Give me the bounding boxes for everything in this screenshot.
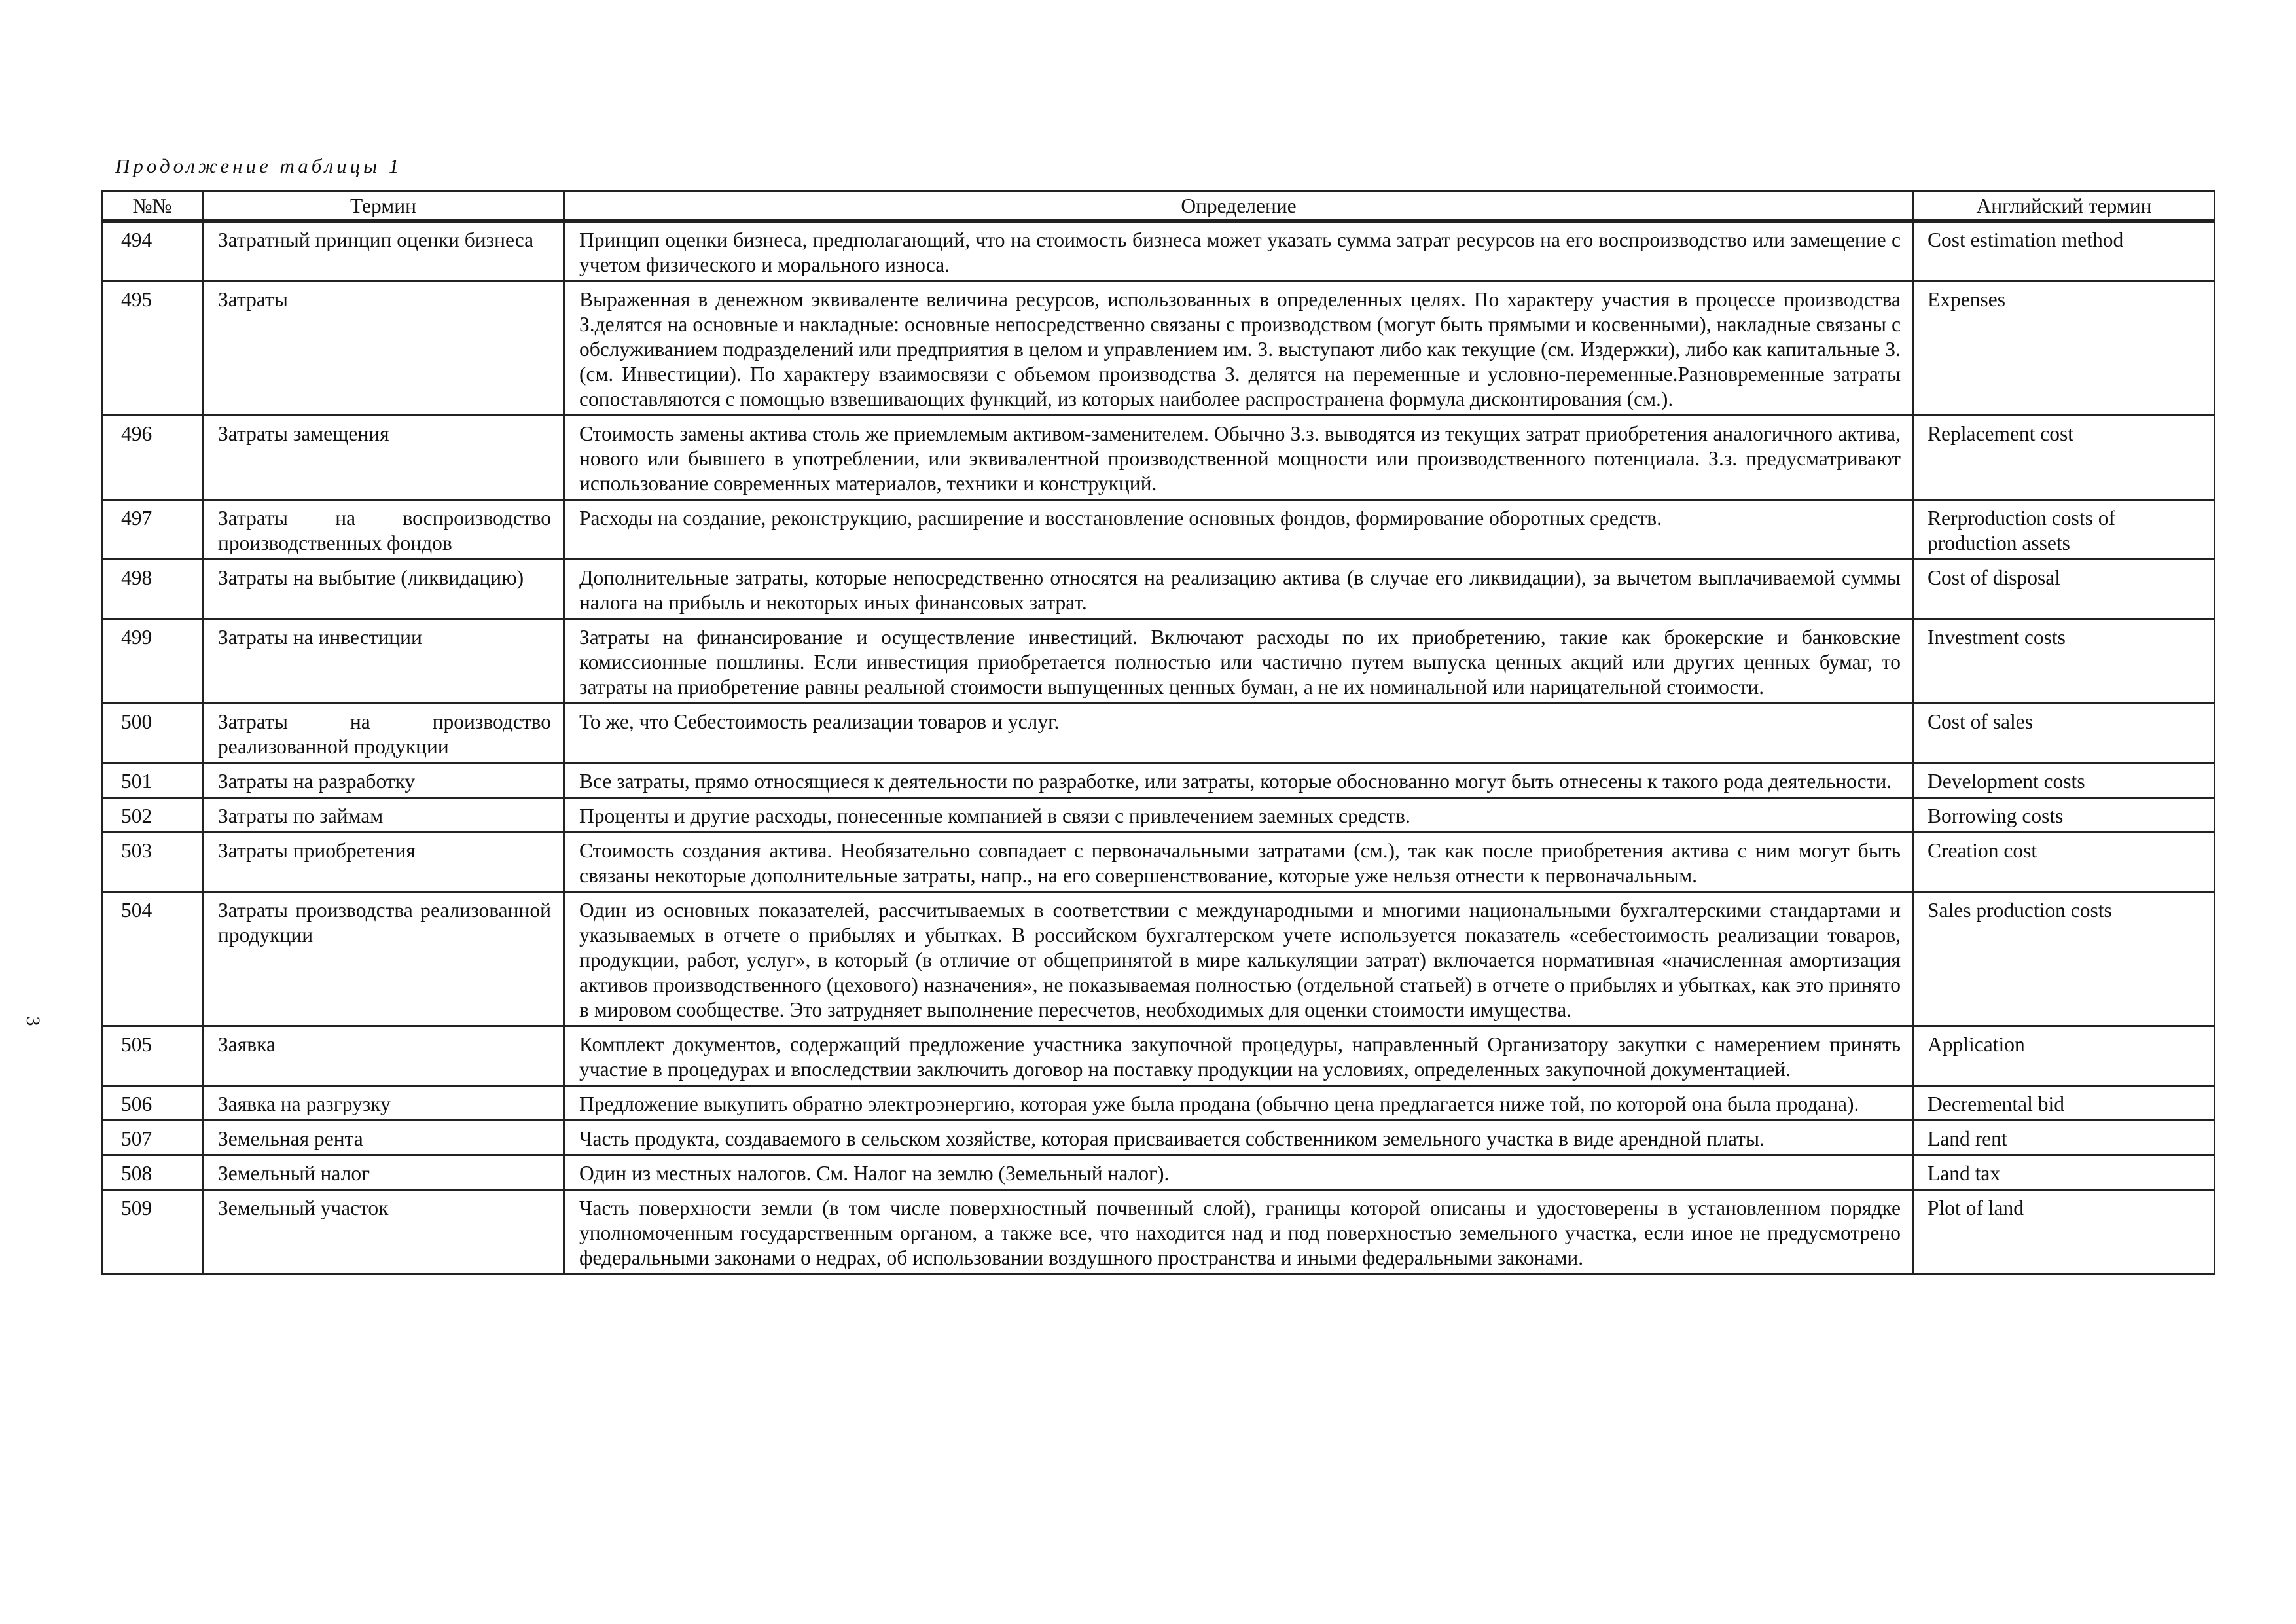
header-row [102,192,2215,221]
table-row [102,560,2215,619]
definition-cell: То же, что Себестоимость реализации товаров и услуг. [564,704,1914,763]
definition-cell: Часть поверхности земли (в том числе поверхностный почвенный слой), границы которой описаны и удостоверены в установленном порядке уполномоченным государственным органом, а также все, что находится над и под поверхностью земельного участка, если иное не предусмотрено федеральными законами о недрах, об использовании воздушного пространства и иными федеральными законами. [564,1190,1914,1274]
definition-cell: Стоимость замены актива столь же приемлемым активом-заменителем. Обычно З.з. выводятся из текущих затрат приобретения аналогичного актива, нового или бывшего в употреблении, или эквивалентной производственной мощности или производственного потенциала. З.з. предусматривают использование современных материалов, техники и конструкций. [564,416,1914,500]
table-row [102,619,2215,704]
english-term-cell: Development costs [1914,763,2215,798]
english-term-cell: Land rent [1914,1121,2215,1155]
term-cell: Затратный принцип оценки бизнеса [203,221,564,281]
header-english-term: Английский термин [1914,192,2215,221]
english-term-cell: Application [1914,1026,2215,1086]
number-cell: 494 [102,221,203,281]
table-row [102,281,2215,416]
definition-cell: Проценты и другие расходы, понесенные компанией в связи с привлечением заемных средств. [564,798,1914,833]
term-cell: Земельный налог [203,1155,564,1190]
english-term-cell: Cost estimation method [1914,221,2215,281]
term-cell: Затраты на разработку [203,763,564,798]
table-row [102,500,2215,560]
number-cell: 503 [102,833,203,892]
definition-cell: Стоимость создания актива. Необязательно совпадает с первоначальными затратами (см.), так как после приобретения актива с ним могут быть связаны некоторые дополнительные затраты, напр., на его совершенствование, которые уже нельзя отнести к первоначальным. [564,833,1914,892]
definition-cell: Часть продукта, создаваемого в сельском хозяйстве, которая присваивается собственником земельного участка в виде арендной платы. [564,1121,1914,1155]
english-term-cell: Decremental bid [1914,1086,2215,1121]
term-cell: Затраты приобретения [203,833,564,892]
definition-cell: Дополнительные затраты, которые непосредственно относятся на реализацию актива (в случае его ликвидации), за вычетом выплачиваемой суммы налога на прибыль и некоторых иных финансовых затрат. [564,560,1914,619]
table-row [102,416,2215,500]
table-row [102,798,2215,833]
english-term-cell: Expenses [1914,281,2215,416]
term-cell: Затраты на производство реализованной продукции [203,704,564,763]
english-term-cell: Land tax [1914,1155,2215,1190]
term-cell: Земельный участок [203,1190,564,1274]
term-cell: Затраты по займам [203,798,564,833]
table-row [102,1026,2215,1086]
term-cell: Земельная рента [203,1121,564,1155]
english-term-cell: Investment costs [1914,619,2215,704]
number-cell: 497 [102,500,203,560]
definition-cell: Один из местных налогов. См. Налог на землю (Земельный налог). [564,1155,1914,1190]
definition-cell: Комплект документов, содержащий предложение участника закупочной процедуры, направленный Организатору закупки с намерением принять участие в процедурах и впоследствии заключить договор на поставку продукции на условиях, определенных закупочной документацией. [564,1026,1914,1086]
number-cell: 496 [102,416,203,500]
table-row [102,763,2215,798]
definition-cell: Все затраты, прямо относящиеся к деятельности по разработке, или затраты, которые обоснованно могут быть отнесены к такого рода деятельности. [564,763,1914,798]
table-row [102,833,2215,892]
term-cell: Затраты на выбытие (ликвидацию) [203,560,564,619]
english-term-cell: Rerproduction costs of production assets [1914,500,2215,560]
definition-cell: Предложение выкупить обратно электроэнергию, которая уже была продана (обычно цена предлагается ниже той, по которой она была продана). [564,1086,1914,1121]
number-cell: 504 [102,892,203,1026]
number-cell: 499 [102,619,203,704]
number-cell: 502 [102,798,203,833]
term-cell: Затраты замещения [203,416,564,500]
table-row [102,221,2215,281]
english-term-cell: Creation cost [1914,833,2215,892]
term-cell: Заявка [203,1026,564,1086]
table-caption: Продолжение таблицы 1 [115,154,403,177]
table-row [102,1086,2215,1121]
number-cell: 507 [102,1121,203,1155]
table-row [102,704,2215,763]
definition-cell: Один из основных показателей, рассчитываемых в соответствии с международными и многими национальными бухгалтерскими стандартами и указываемых в отчете о прибылях и убытках. В российском бухгалтерском учете используется показатель «себестоимость реализации товаров, продукции, работ, услуг», в который (в отличие от общепринятой в мире калькуляции затрат) включается нормативная «начисленная амортизация активов производственного (цехового) назначения», не показываемая полностью (отдельной статьей) в отчете о прибылях и убытках, как это принято в мировом сообществе. Это затрудняет выполнение пересчетов, необходимых для оценки стоимости имущества. [564,892,1914,1026]
table-row [102,892,2215,1026]
glossary-table [101,190,2215,1275]
definition-cell: Выраженная в денежном эквиваленте величина ресурсов, использованных в определенных целях. По характеру участия в процессе производства З.делятся на основные и накладные: основные непосредственно связаны с производством (могут быть прямыми и косвенными), накладные связаны с обслуживанием подразделений или предприятия в целом и управлением им. З. выступают либо как текущие (см. Издержки), либо как капитальные З. (см. Инвестиции). По характеру взаимосвязи с объемом производства З. делятся на переменные и условно-переменные.Разновременные затраты сопоставляются с помощью взвешивающих функций, из которых наиболее распространена формула дисконтирования (см.). [564,281,1914,416]
term-cell: Затраты на инвестиции [203,619,564,704]
number-cell: 508 [102,1155,203,1190]
number-cell: 506 [102,1086,203,1121]
number-cell: 500 [102,704,203,763]
table-row [102,1155,2215,1190]
number-cell: 505 [102,1026,203,1086]
header-number: №№ [102,192,203,221]
table-row [102,1121,2215,1155]
definition-cell: Затраты на финансирование и осуществление инвестиций. Включают расходы по их приобретению, такие как брокерские и банковские комиссионные пошлины. Если инвестиция приобретается полностью или частично путем выпуска ценных акций или других ценных бумаг, то затраты на приобретение равны реальной стоимости выпущенных ценных буман, а не их номинальной или нарицательной стоимости. [564,619,1914,704]
table-row [102,1190,2215,1274]
header-term: Термин [203,192,564,221]
english-term-cell: Sales production costs [1914,892,2215,1026]
number-cell: 509 [102,1190,203,1274]
number-cell: 498 [102,560,203,619]
english-term-cell: Cost of disposal [1914,560,2215,619]
term-cell: Заявка на разгрузку [203,1086,564,1121]
definition-cell: Принцип оценки бизнеса, предполагающий, что на стоимость бизнеса может указать сумма затрат ресурсов на его воспроизводство или замещение с учетом физического и морального износа. [564,221,1914,281]
term-cell: Затраты [203,281,564,416]
page-number: 3 [22,1016,44,1026]
english-term-cell: Plot of land [1914,1190,2215,1274]
term-cell: Затраты на воспроизводство производственных фондов [203,500,564,560]
english-term-cell: Replacement cost [1914,416,2215,500]
english-term-cell: Borrowing costs [1914,798,2215,833]
term-cell: Затраты производства реализованной продукции [203,892,564,1026]
definition-cell: Расходы на создание, реконструкцию, расширение и восстановление основных фондов, формирование оборотных средств. [564,500,1914,560]
header-definition: Определение [564,192,1914,221]
english-term-cell: Cost of sales [1914,704,2215,763]
number-cell: 495 [102,281,203,416]
number-cell: 501 [102,763,203,798]
